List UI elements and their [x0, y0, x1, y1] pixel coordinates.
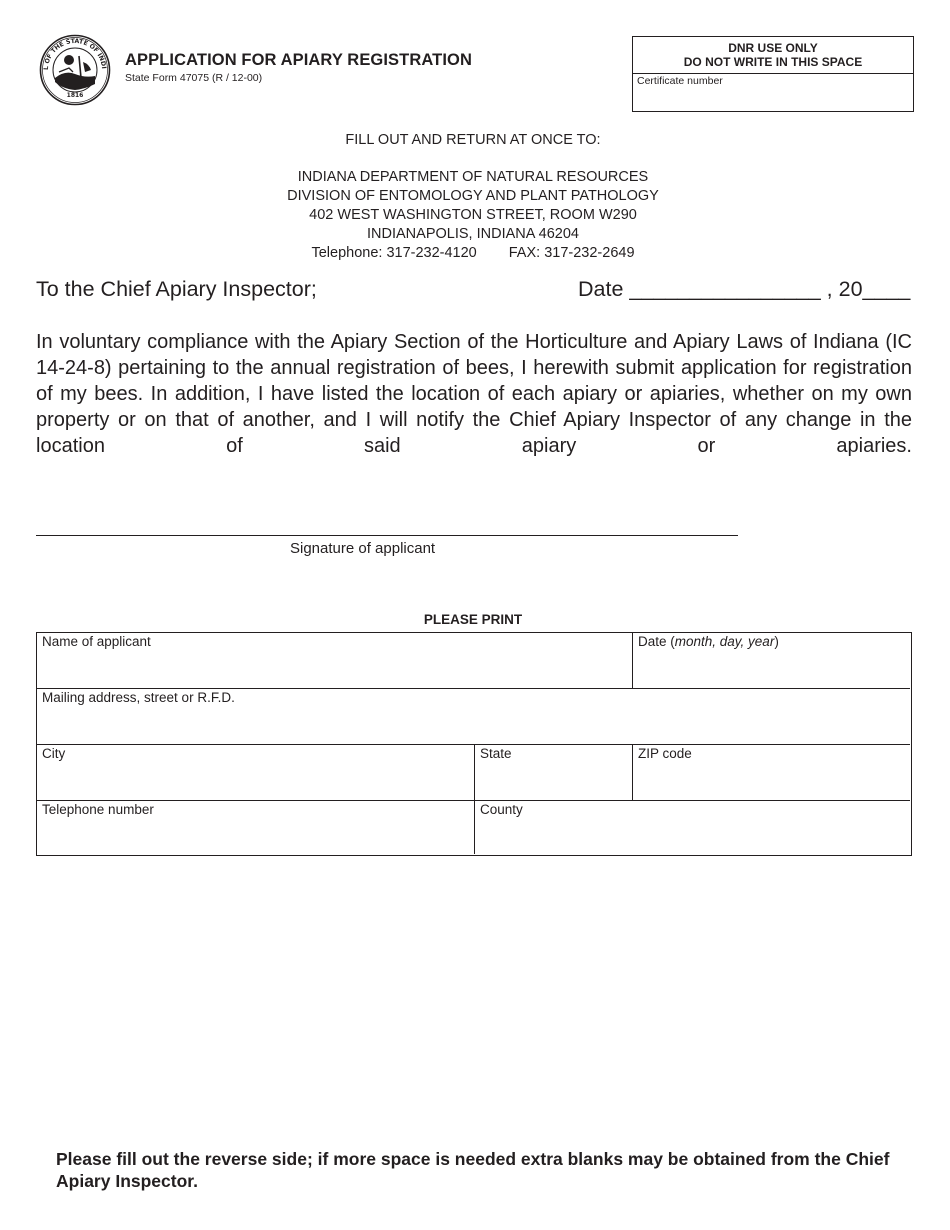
county-label: County [480, 802, 523, 817]
address-line-3: 402 WEST WASHINGTON STREET, ROOM W290 [309, 207, 637, 223]
seal-arc-text: L OF THE STATE OF INDI [42, 37, 107, 71]
letter-date-field[interactable]: Date ________________ , 20____ [578, 277, 911, 301]
please-print-heading: PLEASE PRINT [423, 612, 523, 627]
certificate-number-label: Certificate number [637, 75, 723, 87]
address-line-2: DIVISION OF ENTOMOLOGY AND PLANT PATHOLOGY [287, 188, 659, 204]
dnr-use-only-box [632, 36, 914, 112]
application-date-field[interactable] [633, 633, 910, 689]
return-address [0, 168, 946, 263]
seal-year: 1816 [66, 92, 84, 99]
county-field[interactable] [475, 801, 910, 854]
city-field[interactable] [37, 745, 475, 801]
address-line-4: INDIANAPOLIS, INDIANA 46204 [367, 226, 579, 242]
form-number: State Form 47075 (R / 12-00) [125, 72, 263, 84]
city-label: City [42, 746, 66, 761]
fax-text: FAX: 317-232-2649 [508, 245, 635, 261]
return-heading: FILL OUT AND RETURN AT ONCE TO: [345, 132, 601, 148]
name-of-applicant-label: Name of applicant [42, 634, 151, 649]
seal-graphic [39, 34, 111, 106]
telephone-number-label: Telephone number [42, 802, 154, 817]
signature-label: Signature of applicant [290, 540, 436, 557]
contact-line [0, 244, 946, 263]
address-line-1: INDIANA DEPARTMENT OF NATURAL RESOURCES [297, 169, 649, 185]
dnr-box-header [633, 37, 913, 74]
zip-code-field[interactable] [633, 745, 910, 801]
mailing-address-field[interactable] [37, 689, 910, 745]
mailing-address-label: Mailing address, street or R.F.D. [42, 690, 235, 705]
dnr-line-1: DNR USE ONLY [728, 41, 818, 55]
state-field[interactable] [475, 745, 633, 801]
date-format-hint: month, day, year [674, 634, 775, 649]
state-seal-logo [39, 34, 111, 106]
name-of-applicant-field[interactable] [37, 633, 633, 689]
compliance-paragraph: In voluntary compliance with the Apiary Section of the Horticulture and Apiary Laws of Indiana (IC 14-24-8) pertaining to the annual registration of bees, I herewith submit application for registration of my bees. In addition, I have listed the location of each apiary or apiaries, whether on my own property or on that of another, and I will notify the Chief Apiary Inspector of any change in the location of said apiary or apiaries. [36, 331, 912, 457]
date-label-close: ) [774, 634, 779, 649]
date-label: Date ( [638, 634, 675, 649]
form-title: APPLICATION FOR APIARY REGISTRATION [125, 51, 472, 69]
zip-code-label: ZIP code [638, 746, 692, 761]
dnr-line-2: DO NOT WRITE IN THIS SPACE [683, 55, 863, 69]
signature-line[interactable] [36, 535, 738, 536]
salutation: To the Chief Apiary Inspector; [36, 277, 317, 301]
telephone-number-field[interactable] [37, 801, 475, 854]
state-label: State [480, 746, 512, 761]
applicant-info-table [36, 632, 912, 856]
telephone-text: Telephone: 317-232-4120 [311, 245, 477, 261]
reverse-side-note: Please fill out the reverse side; if more space is needed extra blanks may be obtained from the Chief Apiary Inspector. [56, 1149, 890, 1191]
